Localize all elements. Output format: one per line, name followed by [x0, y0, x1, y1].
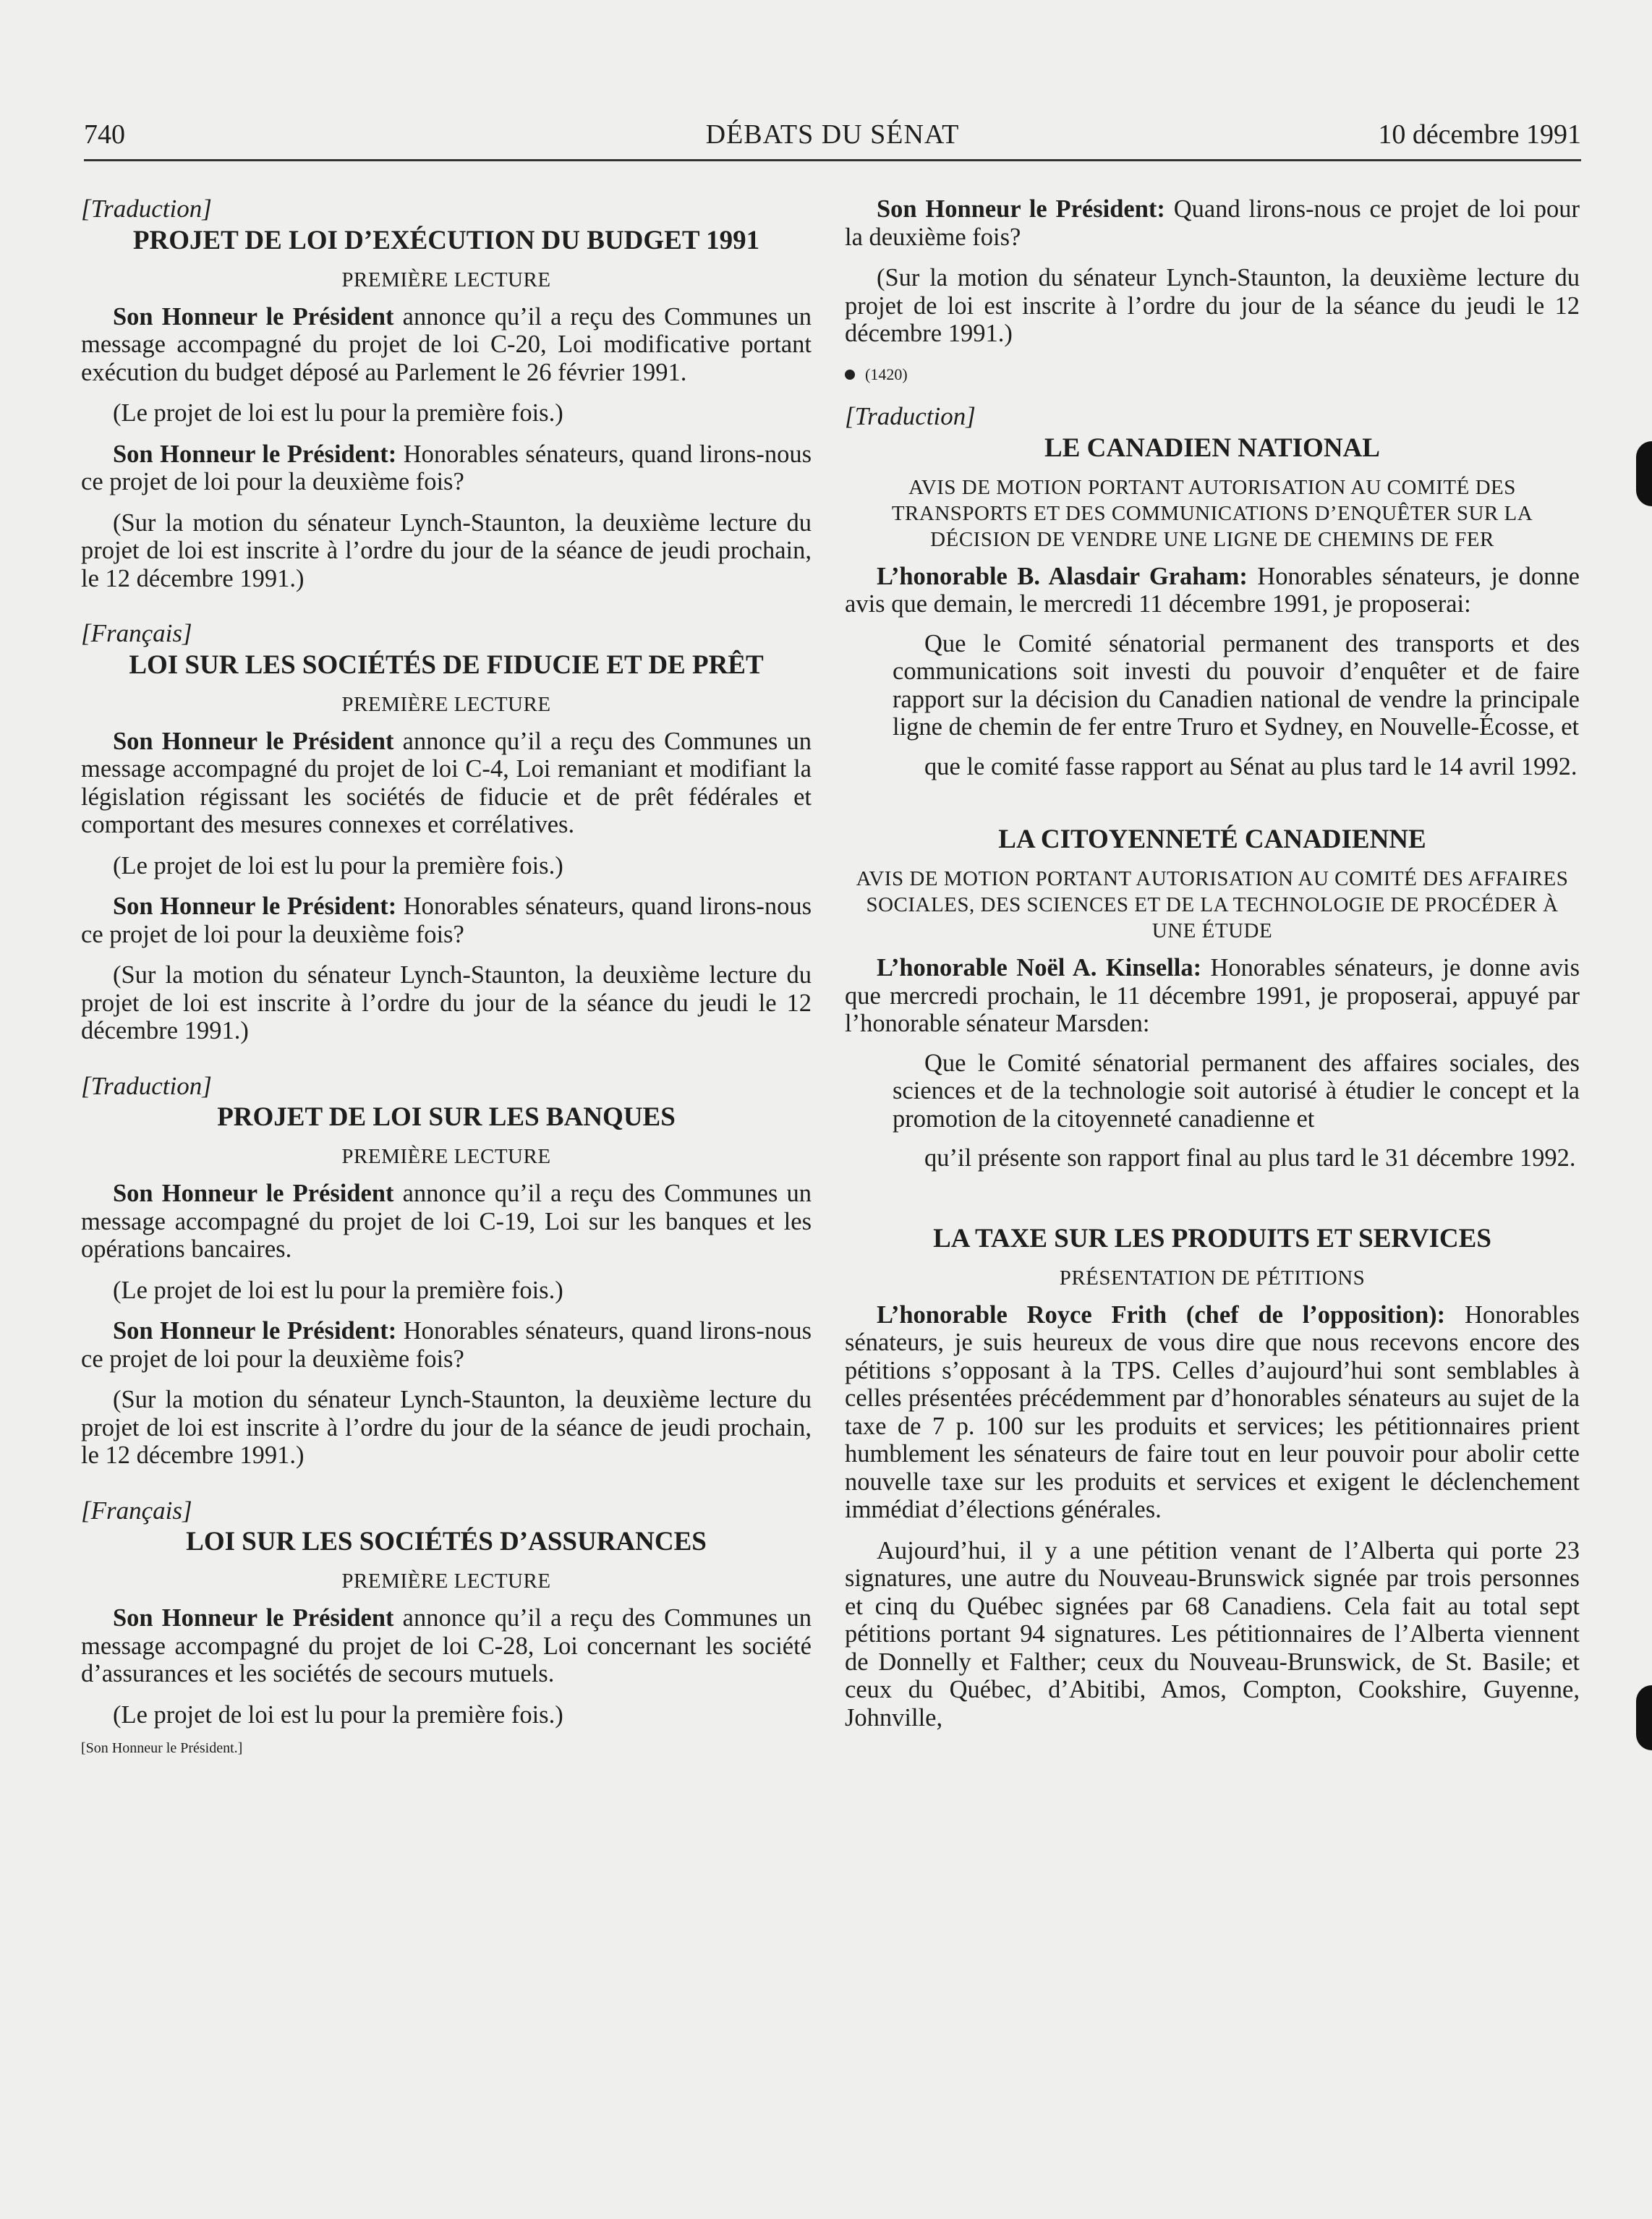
paragraph-text: Honorables sénateurs, je donne avis que demain, le mercredi 11 décembre 1991, je proposerai: — [845, 562, 1580, 618]
section-budget-bill — [81, 195, 812, 592]
paragraph — [81, 1180, 812, 1264]
left-column — [81, 195, 812, 1763]
continuation-footer: [Son Honneur le Président.] — [81, 1740, 243, 1756]
paragraph: (Le projet de loi est lu pour la première fois.) — [113, 399, 563, 427]
speaker-name: Son Honneur le Président — [113, 1604, 394, 1632]
section-trust-loan-companies — [81, 620, 812, 1045]
section-subtitle: PREMIÈRE LECTURE — [341, 1145, 551, 1168]
motion-quote: que le comité fasse rapport au Sénat au plus tard le 14 avril 1992. — [924, 752, 1578, 780]
binding-hole-mark — [1636, 441, 1652, 506]
section-insurance-companies — [81, 1497, 812, 1763]
section-canadian-citizenship — [845, 824, 1580, 1172]
paragraph-text: Honorables sénateurs, quand lirons-nous ce projet de loi pour la deuxième fois? — [81, 893, 812, 948]
section-title: PROJET DE LOI SUR LES BANQUES — [217, 1102, 676, 1132]
header-date: 10 décembre 1991 — [1378, 119, 1581, 150]
section-title: LA CITOYENNETÉ CANADIENNE — [998, 825, 1426, 854]
bullet-icon — [845, 370, 855, 380]
section-subtitle: AVIS DE MOTION PORTANT AUTORISATION AU COMITÉ DES TRANSPORTS ET DES COMMUNICATIONS D’ENQUÊTER SUR LA DÉCISION DE VENDRE UNE LIGNE DE CHEMINS DE FER — [891, 475, 1533, 551]
section-subtitle: PREMIÈRE LECTURE — [341, 268, 551, 291]
running-header — [84, 119, 1581, 161]
section-bank-act — [81, 1073, 812, 1470]
section-gst — [845, 1223, 1580, 1732]
section-title: LE CANADIEN NATIONAL — [1044, 433, 1380, 463]
speaker-name: L’honorable B. Alasdair Graham: — [877, 562, 1248, 590]
paragraph — [81, 1317, 812, 1373]
paragraph-text: Honorables sénateurs, quand lirons-nous ce projet de loi pour la deuxième fois? — [81, 440, 812, 495]
paragraph — [845, 195, 1580, 251]
paragraph: (Sur la motion du sénateur Lynch-Staunton, la deuxième lecture du projet de loi est inscrite à l’ordre du jour de la séance de jeudi prochain, le 12 décembre 1991.) — [81, 1386, 812, 1469]
section-canadian-national — [845, 403, 1580, 780]
motion-quote: Que le Comité sénatorial permanent des affaires sociales, des sciences et de la technologie soit autorisé à étudier le concept et la promotion de la citoyenneté canadienne et — [893, 1049, 1580, 1133]
paragraph-text: annonce qu’il a reçu des Communes un message accompagné du projet de loi C-28, Loi concernant les société d’assurances et les sociétés de secours mutuels. — [81, 1604, 812, 1687]
paragraph-text: annonce qu’il a reçu des Communes un message accompagné du projet de loi C-19, Loi sur les banques et les opérations bancaires. — [81, 1180, 812, 1263]
speaker-name: Son Honneur le Président — [113, 302, 394, 331]
paragraph-text: Honorables sénateurs, quand lirons-nous ce projet de loi pour la deuxième fois? — [81, 1317, 812, 1373]
section-subtitle: PREMIÈRE LECTURE — [341, 692, 551, 716]
paragraph: (Sur la motion du sénateur Lynch-Staunton, la deuxième lecture du projet de loi est inscrite à l’ordre du jour de la séance du jeudi le 12 décembre 1991.) — [845, 264, 1580, 347]
paragraph-text: Honorables sénateurs, je donne avis que mercredi prochain, le 11 décembre 1991, je proposerai, appuyé par l’honorable sénateur Marsden: — [845, 954, 1580, 1037]
section-second-reading — [845, 195, 1580, 388]
paragraph — [81, 440, 812, 496]
paragraph: (Sur la motion du sénateur Lynch-Staunton, la deuxième lecture du projet de loi est inscrite à l’ordre du jour de la séance de jeudi prochain, le 12 décembre 1991.) — [81, 508, 812, 592]
right-column — [845, 195, 1580, 1732]
section-title: LOI SUR LES SOCIÉTÉS D’ASSURANCES — [186, 1527, 707, 1556]
speaker-name: Son Honneur le Président: — [113, 1317, 397, 1345]
language-tag: [Traduction] — [845, 402, 976, 430]
paragraph: (Sur la motion du sénateur Lynch-Staunton, la deuxième lecture du projet de loi est inscrite à l’ordre du jour de la séance du jeudi le 12 décembre 1991.) — [81, 961, 812, 1044]
paragraph — [845, 563, 1580, 618]
motion-quote: qu’il présente son rapport final au plus tard le 31 décembre 1992. — [924, 1144, 1576, 1172]
time-marker — [845, 361, 1580, 389]
paragraph-text: Honorables sénateurs, je suis heureux de vous dire que nous recevons encore des pétitions s’opposant à la TPS. Celles d’aujourd’hui sont semblables à celles présentées précédemment par d’honorables sénateurs au sujet de la taxe de 7 p. 100 sur les produits et services; les pétitionnaires prient humblement les sénateurs de faire tout en leur pouvoir pour abolir cette nouvelle taxe sur les produits et services et exigent le déclenchement immédiat d’élections générales. — [845, 1300, 1580, 1523]
paragraph — [81, 1604, 812, 1688]
section-subtitle: PRÉSENTATION DE PÉTITIONS — [1059, 1266, 1366, 1290]
motion-quote: Que le Comité sénatorial permanent des transports et des communications soit investi du pouvoir d’enquêter et de faire rapport sur la décision du Canadien national de vendre la principale ligne de chemin de fer entre Truro et Sydney, en Nouvelle-Écosse, et — [893, 629, 1580, 741]
section-title: LA TAXE SUR LES PRODUITS ET SERVICES — [933, 1223, 1491, 1253]
paragraph-text: annonce qu’il a reçu des Communes un message accompagné du projet de loi C-20, Loi modificative portant exécution du budget déposé au Parlement le 26 février 1991. — [81, 302, 812, 386]
section-title: PROJET DE LOI D’EXÉCUTION DU BUDGET 1991 — [132, 225, 760, 255]
speaker-name: L’honorable Noël A. Kinsella: — [877, 954, 1202, 981]
language-tag: [Français] — [81, 1496, 192, 1525]
paragraph: Aujourd’hui, il y a une pétition venant de l’Alberta qui porte 23 signatures, une autre du Nouveau-Brunswick signée par trois personnes et cinq du Québec signées par 68 Canadiens. Cela fait au total sept pétitions portant 94 signatures. Les pétitionnaires de l’Alberta viennent de Donnelly et Falther; ceux du Nouveau-Brunswick, de St. Basile; et ceux du Québec, d’Abitibi, Amos, Compton, Cookshire, Guyenne, Johnville, — [845, 1536, 1580, 1732]
section-title: LOI SUR LES SOCIÉTÉS DE FIDUCIE ET DE PRÊT — [129, 649, 764, 680]
paragraph: (Le projet de loi est lu pour la première fois.) — [113, 1276, 563, 1304]
paragraph: (Le projet de loi est lu pour la première fois.) — [113, 1700, 563, 1729]
time-marker-text: (1420) — [865, 365, 908, 383]
paragraph-text: annonce qu’il a reçu des Communes un message accompagné du projet de loi C-4, Loi remaniant et modifiant la législation régissant les sociétés de fiducie et de prêt fédérales et comportant des mesures connexes et corrélatives. — [81, 727, 812, 838]
binding-hole-mark — [1636, 1685, 1652, 1750]
paragraph — [81, 893, 812, 948]
speaker-name: Son Honneur le Président — [113, 727, 394, 755]
speaker-name: Son Honneur le Président: — [113, 440, 397, 468]
language-tag: [Français] — [81, 619, 192, 647]
paragraph — [845, 954, 1580, 1038]
paragraph — [81, 303, 812, 387]
section-subtitle: PREMIÈRE LECTURE — [341, 1570, 551, 1593]
speaker-name: Son Honneur le Président: — [877, 195, 1165, 223]
speaker-name: Son Honneur le Président — [113, 1180, 394, 1207]
speaker-name: L’honorable Royce Frith (chef de l’opposition): — [877, 1300, 1446, 1329]
speaker-name: Son Honneur le Président: — [113, 893, 397, 920]
section-subtitle: AVIS DE MOTION PORTANT AUTORISATION AU COMITÉ DES AFFAIRES SOCIALES, DES SCIENCES ET DE LA TECHNOLOGIE DE PROCÉDER À UNE ÉTUDE — [856, 867, 1569, 942]
paragraph-text: Quand lirons-nous ce projet de loi pour la deuxième fois? — [845, 195, 1580, 251]
paragraph — [845, 1301, 1580, 1524]
publication-title: DÉBATS DU SÉNAT — [705, 119, 960, 150]
language-tag: [Traduction] — [81, 195, 212, 223]
language-tag: [Traduction] — [81, 1071, 212, 1100]
page-number: 740 — [84, 119, 125, 150]
paragraph — [81, 728, 812, 839]
paragraph: (Le projet de loi est lu pour la première fois.) — [113, 851, 563, 879]
